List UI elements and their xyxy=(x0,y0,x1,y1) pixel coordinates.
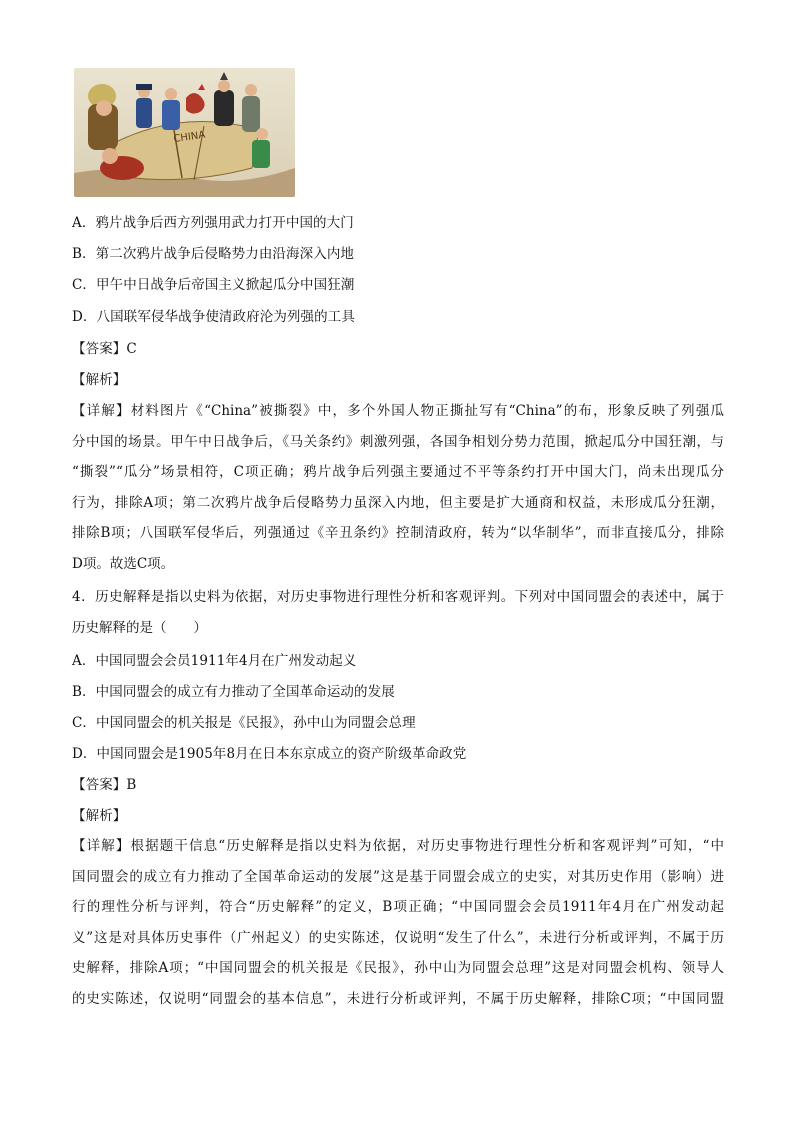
q4-detail-row: 的史实陈述，仅说明“同盟会的基本信息”，未进行分析或评判，不属于历史解释，排除C项；“中国同盟 xyxy=(72,990,724,1007)
q4-detail xyxy=(72,831,724,1014)
q4-option-d: D．中国同盟会是1905年8月在日本东京成立的资产阶级革命政党 xyxy=(72,746,467,762)
q3-answer: 【答案】C xyxy=(72,341,137,357)
q3-detail-row: D项。故选C项。 xyxy=(72,555,175,572)
q4-stem-row: 4．历史解释是指以史料为依据，对历史事物进行理性分析和客观评判。下列对中国同盟会的表述中，属于 xyxy=(72,589,724,605)
q3-option-a: A．鸦片战争后西方列强用武力打开中国的大门 xyxy=(72,215,354,231)
q4-detail-row: 【详解】根据题干信息“历史解释是指以史料为依据，对历史事物进行理性分析和客观评判”可知，“中 xyxy=(72,838,724,854)
q4-detail-row: 义”这是对具体历史事件（广州起义）的史实陈述，仅说明“发生了什么”，未进行分析或评判，不属于历 xyxy=(72,929,724,946)
cartoon-china-torn-apart-icon xyxy=(74,68,295,197)
cartoon-image xyxy=(74,68,295,197)
q3-detail-row: 行为，排除A项；第二次鸦片战争后侵略势力虽深入内地，但主要是扩大通商和权益，未形成瓜分狂潮， xyxy=(72,494,724,511)
q3-analysis-heading: 【解析】 xyxy=(72,372,127,388)
q3-option-d: D．八国联军侵华战争使清政府沦为列强的工具 xyxy=(72,309,355,325)
q3-detail-row: 排除B项；八国联军侵华后，列强通过《辛丑条约》控制清政府，转为“以华制华”，而非直接瓜分，排除 xyxy=(72,525,724,541)
q4-analysis-heading: 【解析】 xyxy=(72,808,127,824)
q3-option-c: C．甲午中日战争后帝国主义掀起瓜分中国狂潮 xyxy=(72,277,355,293)
q3-detail-row: “撕裂”“瓜分”场景相符，C项正确；鸦片战争后列强主要通过不平等条约打开中国大门，尚未出现瓜分 xyxy=(72,464,724,480)
q4-stem xyxy=(72,582,724,643)
q4-stem-row: 历史解释的是（ ） xyxy=(72,619,207,636)
cloth-label: CHINA xyxy=(172,129,206,145)
q4-option-b: B．中国同盟会的成立有力推动了全国革命运动的发展 xyxy=(72,684,395,700)
q4-option-a: A．中国同盟会会员1911年4月在广州发动起义 xyxy=(72,653,357,669)
q3-option-b: B．第二次鸦片战争后侵略势力由沿海深入内地 xyxy=(72,246,355,262)
q3-detail xyxy=(72,396,724,579)
q4-detail-row: 行的理性分析与评判，符合“历史解释”的定义，B项正确；“中国同盟会会员1911年4月在广州发动起 xyxy=(72,899,724,915)
q3-detail-row: 分中国的场景。甲午中日战争后，《马关条约》刺激列强，各国争相划分势力范围，掀起瓜分中国狂潮，与 xyxy=(72,433,724,450)
q3-detail-row: 【详解】材料图片《“China”被撕裂》中，多个外国人物正撕扯写有“China”的布，形象反映了列强瓜 xyxy=(72,403,724,419)
q4-answer: 【答案】B xyxy=(72,777,137,793)
q4-detail-row: 史解释，排除A项；“中国同盟会的机关报是《民报》，孙中山为同盟会总理”这是对同盟会机构、领导人 xyxy=(72,960,724,976)
q4-detail-row: 国同盟会的成立有力推动了全国革命运动的发展”这是基于同盟会成立的史实，对其历史作用（影响）进 xyxy=(72,868,724,885)
q4-option-c: C．中国同盟会的机关报是《民报》，孙中山为同盟会总理 xyxy=(72,715,416,731)
